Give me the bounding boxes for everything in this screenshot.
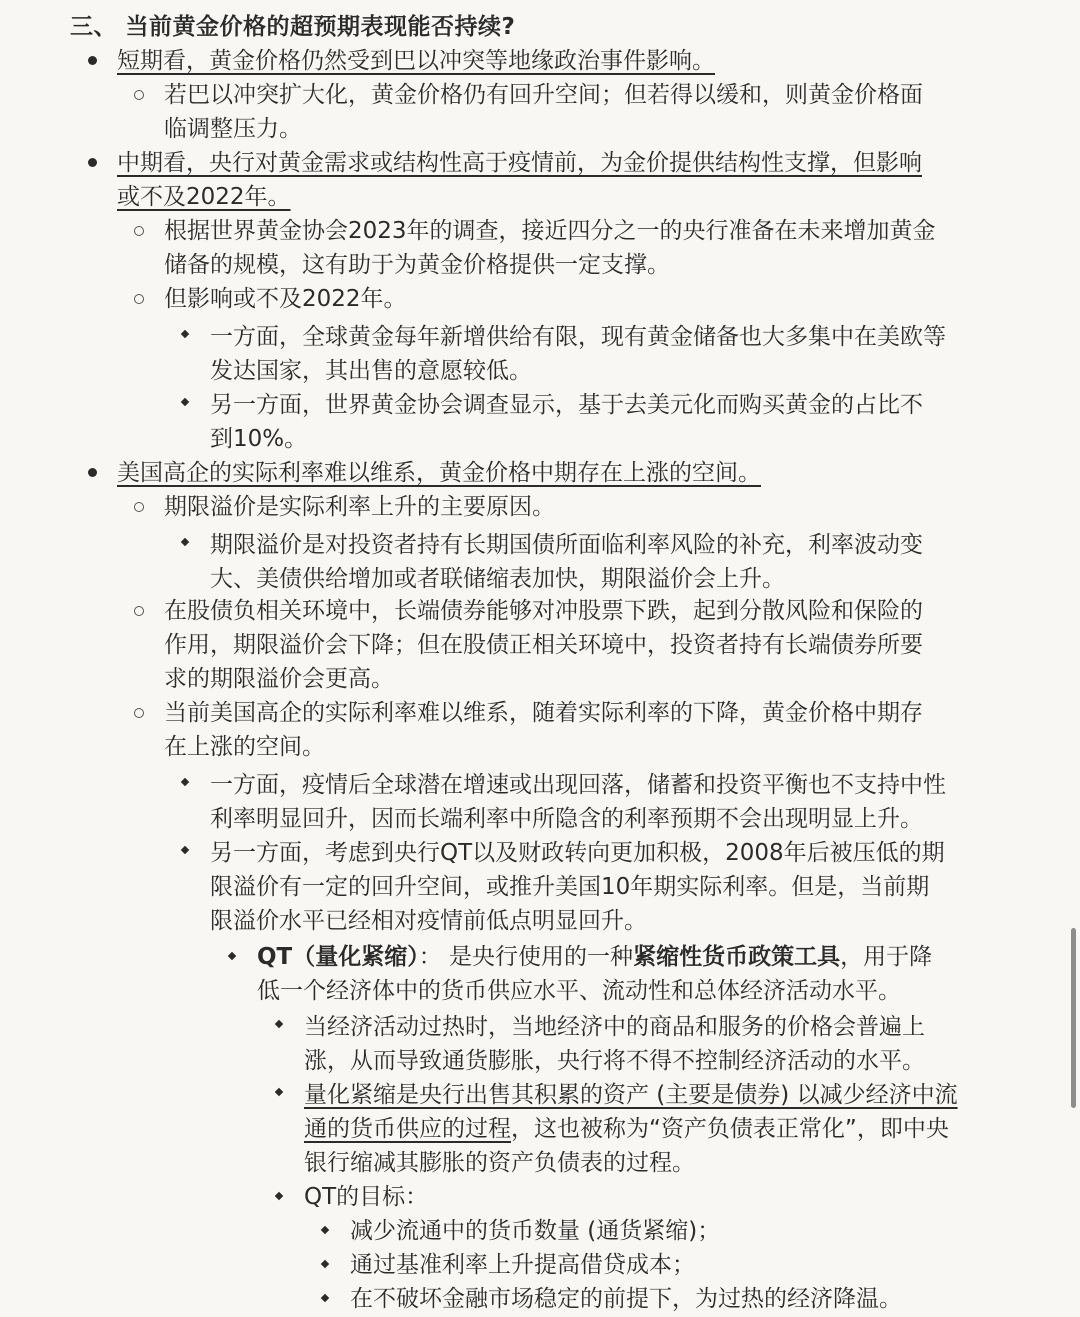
- qt-definition-line-1: [257, 940, 932, 974]
- scrollbar-thumb[interactable]: [1071, 928, 1076, 1108]
- bullet-diamond: [321, 1260, 329, 1268]
- qt-item-2-underlined: 通的货币供应的过程: [304, 1116, 511, 1142]
- point-3-detail-3-line-1: 另一方面，考虑到央行QT以及财政转向更加积极，2008年后被压低的期: [210, 840, 945, 866]
- bullet-diamond: [181, 538, 189, 546]
- point-2-sub-1-line-2: 储备的规模，这有助于为黄金价格提供一定支撑。: [164, 252, 670, 278]
- qt-colon: ：: [418, 944, 442, 970]
- point-2-title-line-2: 或不及2022年。: [117, 184, 291, 210]
- point-1-sub-1-line-2: 临调整压力。: [164, 116, 302, 142]
- qt-item-2-line-1: 量化紧缩是央行出售其积累的资产 (主要是债券) 以减少经济中流: [304, 1082, 958, 1108]
- point-2-sub-2: 但影响或不及2022年。: [164, 286, 407, 312]
- point-2-detail-1-line-2: 发达国家，其出售的意愿较低。: [210, 358, 532, 384]
- bullet-diamond: [275, 1020, 283, 1028]
- qt-definition-line-2: 低一个经济体中的货币供应水平、流动性和总体经济活动水平。: [257, 978, 901, 1004]
- qt-def-bold: 紧缩性货币政策工具: [633, 944, 841, 970]
- qt-item-2-line-3: 银行缩减其膨胀的资产负债表的过程。: [304, 1150, 695, 1176]
- point-2-detail-2-line-1: 另一方面，世界黄金协会调查显示，基于去美元化而购买黄金的占比不: [210, 392, 923, 418]
- bullet-diamond: [181, 846, 189, 854]
- qt-item-1-line-2: 涨，从而导致通货膨胀，央行将不得不控制经济活动的水平。: [304, 1048, 925, 1074]
- point-1-title: 短期看，黄金价格仍然受到巴以冲突等地缘政治事件影响。: [117, 48, 715, 74]
- qt-goal-2: 通过基准利率上升提高借贷成本；: [350, 1252, 695, 1278]
- bullet-diamond: [181, 398, 189, 406]
- point-3-detail-1-line-1: 期限溢价是对投资者持有长期国债所面临利率风险的补充，利率波动变: [210, 532, 923, 558]
- bullet-circle: [134, 606, 144, 616]
- point-3-sub-3-line-2: 在上涨的空间。: [164, 734, 325, 760]
- bullet-diamond: [275, 1192, 283, 1200]
- qt-goals-label: QT的目标：: [304, 1184, 429, 1210]
- point-2-sub-1-line-1: 根据世界黄金协会2023年的调查，接近四分之一的央行准备在未来增加黄金: [164, 218, 936, 244]
- point-3-detail-1-line-2: 大、美债供给增加或者联储缩表加快，期限溢价会上升。: [210, 566, 785, 592]
- bullet-diamond: [181, 330, 189, 338]
- qt-term: QT（量化紧缩）: [257, 944, 419, 970]
- bullet-diamond: [228, 952, 236, 960]
- qt-item-1-line-1: 当经济活动过热时，当地经济中的商品和服务的价格会普遍上: [304, 1014, 925, 1040]
- point-2-detail-1-line-1: 一方面，全球黄金每年新增供给有限，现有黄金储备也大多集中在美欧等: [210, 324, 946, 350]
- bullet-dot: [88, 56, 97, 65]
- bullet-dot: [88, 158, 97, 167]
- bullet-circle: [134, 708, 144, 718]
- qt-goal-1: 减少流通中的货币数量 (通货紧缩)；: [350, 1218, 721, 1244]
- section-heading: 三、 当前黄金价格的超预期表现能否持续?: [70, 14, 516, 40]
- bullet-diamond: [321, 1226, 329, 1234]
- point-3-sub-1: 期限溢价是实际利率上升的主要原因。: [164, 494, 555, 520]
- qt-item-2-rest: ，这也被称为“资产负债表正常化”，即中央: [511, 1116, 949, 1142]
- point-3-detail-2-line-1: 一方面，疫情后全球潜在增速或出现回落，储蓄和投资平衡也不支持中性: [210, 772, 946, 798]
- point-3-sub-2-line-3: 求的期限溢价会更高。: [164, 666, 394, 692]
- point-3-detail-2-line-2: 利率明显回升，因而长端利率中所隐含的利率预期不会出现明显上升。: [210, 806, 923, 832]
- qt-item-2-line-2: [304, 1112, 949, 1146]
- bullet-diamond: [181, 778, 189, 786]
- bullet-diamond: [321, 1294, 329, 1302]
- bullet-circle: [134, 90, 144, 100]
- point-2-detail-2-line-2: 到10%。: [210, 426, 308, 452]
- point-2-title-line-1: 中期看，央行对黄金需求或结构性高于疫情前，为金价提供结构性支撑，但影响: [117, 150, 922, 176]
- point-3-detail-3-line-2: 限溢价有一定的回升空间，或推升美国10年期实际利率。但是，当前期: [210, 874, 930, 900]
- bullet-circle: [134, 502, 144, 512]
- bullet-dot: [88, 468, 97, 477]
- qt-def-pre: 是央行使用的一种: [441, 944, 634, 970]
- bullet-circle: [134, 226, 144, 236]
- point-1-sub-1-line-1: 若巴以冲突扩大化，黄金价格仍有回升空间；但若得以缓和，则黄金价格面: [164, 82, 923, 108]
- bullet-diamond: [275, 1088, 283, 1096]
- point-3-detail-3-line-3: 限溢价水平已经相对疫情前低点明显回升。: [210, 908, 647, 934]
- qt-def-post: ，用于降: [840, 944, 933, 970]
- point-3-title: 美国高企的实际利率难以维系，黄金价格中期存在上涨的空间。: [117, 460, 761, 486]
- bullet-circle: [134, 294, 144, 304]
- point-3-sub-3-line-1: 当前美国高企的实际利率难以维系，随着实际利率的下降，黄金价格中期存: [164, 700, 923, 726]
- qt-goal-3: 在不破坏金融市场稳定的前提下，为过热的经济降温。: [350, 1286, 902, 1312]
- point-3-sub-2-line-2: 作用，期限溢价会下降；但在股债正相关环境中，投资者持有长端债券所要: [164, 632, 923, 658]
- point-3-sub-2-line-1: 在股债负相关环境中，长端债券能够对冲股票下跌，起到分散风险和保险的: [164, 598, 923, 624]
